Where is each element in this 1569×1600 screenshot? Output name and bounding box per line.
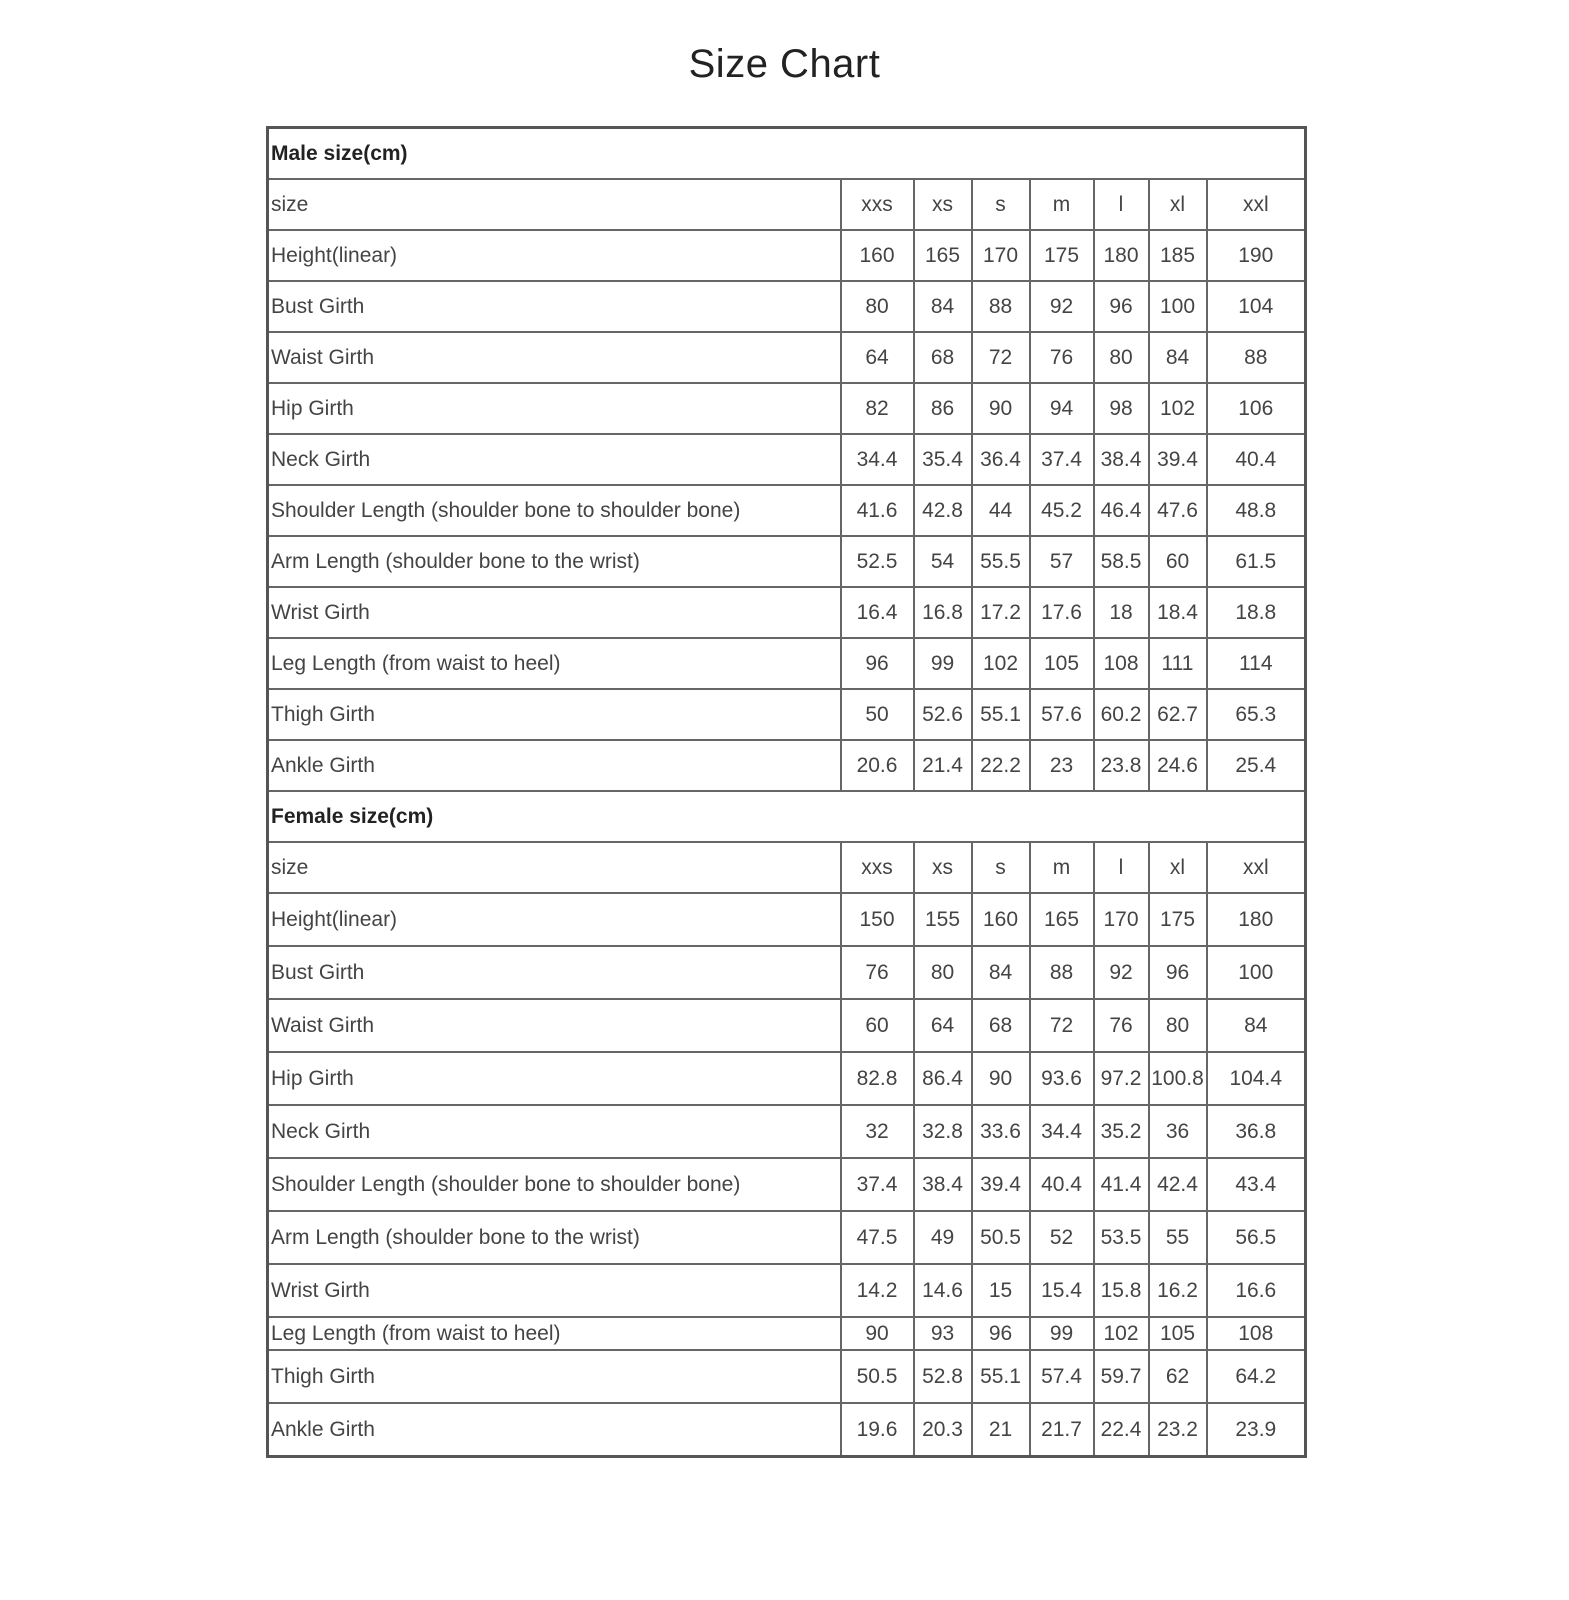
- female-measurement-value: 47.5: [841, 1211, 914, 1264]
- female-measurement-label: Ankle Girth: [268, 1403, 841, 1457]
- male-measurement-value: 57.6: [1030, 689, 1094, 740]
- female-section-heading-row: [268, 791, 1306, 842]
- male-measurement-value: 98: [1094, 383, 1149, 434]
- female-measurement-value: 97.2: [1094, 1052, 1149, 1105]
- female-measurement-value: 15: [972, 1264, 1030, 1317]
- female-measurement-value: 16.6: [1207, 1264, 1306, 1317]
- male-size-header-cell: s: [972, 179, 1030, 230]
- male-measurement-value: 72: [972, 332, 1030, 383]
- female-measurement-value: 76: [841, 946, 914, 999]
- female-measurement-label: Neck Girth: [268, 1105, 841, 1158]
- female-measurement-value: 62: [1149, 1350, 1207, 1403]
- female-measurement-row: [268, 1350, 1306, 1403]
- female-measurement-value: 90: [972, 1052, 1030, 1105]
- male-measurement-value: 92: [1030, 281, 1094, 332]
- male-measurement-label: Bust Girth: [268, 281, 841, 332]
- female-measurement-label: Shoulder Length (shoulder bone to shoulder bone): [268, 1158, 841, 1211]
- female-measurement-value: 93.6: [1030, 1052, 1094, 1105]
- male-measurement-value: 40.4: [1207, 434, 1306, 485]
- female-measurement-value: 155: [914, 893, 972, 946]
- male-measurement-value: 18.8: [1207, 587, 1306, 638]
- male-measurement-label: Neck Girth: [268, 434, 841, 485]
- male-measurement-value: 57: [1030, 536, 1094, 587]
- female-size-label: size: [268, 842, 841, 893]
- female-measurement-value: 88: [1030, 946, 1094, 999]
- male-measurement-value: 84: [914, 281, 972, 332]
- female-measurement-value: 36: [1149, 1105, 1207, 1158]
- female-size-header-cell: m: [1030, 842, 1094, 893]
- male-measurement-value: 36.4: [972, 434, 1030, 485]
- page-title: Size Chart: [688, 42, 881, 86]
- male-measurement-value: 60: [1149, 536, 1207, 587]
- female-measurement-value: 37.4: [841, 1158, 914, 1211]
- male-measurement-label: Wrist Girth: [268, 587, 841, 638]
- female-measurement-value: 52.8: [914, 1350, 972, 1403]
- male-measurement-row: [268, 689, 1306, 740]
- male-measurement-label: Waist Girth: [268, 332, 841, 383]
- female-measurement-value: 14.6: [914, 1264, 972, 1317]
- female-section-heading: Female size(cm): [268, 791, 1306, 842]
- female-measurement-value: 32: [841, 1105, 914, 1158]
- male-size-header-cell: xxl: [1207, 179, 1306, 230]
- female-measurement-value: 100.8: [1149, 1052, 1207, 1105]
- male-measurement-value: 58.5: [1094, 536, 1149, 587]
- male-measurement-label: Thigh Girth: [268, 689, 841, 740]
- female-measurement-value: 33.6: [972, 1105, 1030, 1158]
- female-measurement-value: 160: [972, 893, 1030, 946]
- female-measurement-value: 41.4: [1094, 1158, 1149, 1211]
- male-measurement-value: 42.8: [914, 485, 972, 536]
- female-measurement-label: Wrist Girth: [268, 1264, 841, 1317]
- male-measurement-value: 25.4: [1207, 740, 1306, 791]
- male-measurement-value: 90: [972, 383, 1030, 434]
- male-measurement-value: 96: [841, 638, 914, 689]
- female-measurement-label: Bust Girth: [268, 946, 841, 999]
- female-measurement-value: 84: [1207, 999, 1306, 1052]
- male-measurement-value: 165: [914, 230, 972, 281]
- female-measurement-row: [268, 999, 1306, 1052]
- male-size-header-cell: l: [1094, 179, 1149, 230]
- male-measurement-value: 114: [1207, 638, 1306, 689]
- female-measurement-value: 60: [841, 999, 914, 1052]
- female-measurement-value: 80: [914, 946, 972, 999]
- female-measurement-row: [268, 1211, 1306, 1264]
- male-measurement-value: 88: [972, 281, 1030, 332]
- male-measurement-value: 160: [841, 230, 914, 281]
- female-measurement-value: 23.9: [1207, 1403, 1306, 1457]
- male-size-header-cell: xxs: [841, 179, 914, 230]
- female-measurement-row: [268, 1158, 1306, 1211]
- male-measurement-label: Shoulder Length (shoulder bone to shoulder bone): [268, 485, 841, 536]
- male-measurement-row: [268, 536, 1306, 587]
- female-measurement-value: 40.4: [1030, 1158, 1094, 1211]
- female-measurement-value: 102: [1094, 1317, 1149, 1350]
- male-measurement-value: 50: [841, 689, 914, 740]
- female-size-header-cell: s: [972, 842, 1030, 893]
- male-measurement-label: Arm Length (shoulder bone to the wrist): [268, 536, 841, 587]
- male-measurement-value: 99: [914, 638, 972, 689]
- male-measurement-value: 46.4: [1094, 485, 1149, 536]
- female-measurement-label: Waist Girth: [268, 999, 841, 1052]
- female-measurement-label: Hip Girth: [268, 1052, 841, 1105]
- female-size-header-cell: xxl: [1207, 842, 1306, 893]
- male-measurement-value: 39.4: [1149, 434, 1207, 485]
- female-measurement-value: 32.8: [914, 1105, 972, 1158]
- female-measurement-value: 96: [972, 1317, 1030, 1350]
- female-measurement-label: Leg Length (from waist to heel): [268, 1317, 841, 1350]
- male-measurement-label: Height(linear): [268, 230, 841, 281]
- female-measurement-value: 96: [1149, 946, 1207, 999]
- male-measurement-value: 16.8: [914, 587, 972, 638]
- female-size-header-cell: xl: [1149, 842, 1207, 893]
- male-measurement-value: 20.6: [841, 740, 914, 791]
- female-measurement-row: [268, 1403, 1306, 1457]
- male-measurement-value: 62.7: [1149, 689, 1207, 740]
- male-measurement-value: 102: [1149, 383, 1207, 434]
- female-measurement-row: [268, 893, 1306, 946]
- female-measurement-value: 72: [1030, 999, 1094, 1052]
- male-measurement-value: 41.6: [841, 485, 914, 536]
- male-measurement-value: 44: [972, 485, 1030, 536]
- female-measurement-value: 55: [1149, 1211, 1207, 1264]
- male-measurement-value: 52.6: [914, 689, 972, 740]
- female-measurement-value: 16.2: [1149, 1264, 1207, 1317]
- male-measurement-row: [268, 332, 1306, 383]
- female-measurement-value: 21.7: [1030, 1403, 1094, 1457]
- male-measurement-value: 96: [1094, 281, 1149, 332]
- male-measurement-value: 64: [841, 332, 914, 383]
- male-measurement-value: 175: [1030, 230, 1094, 281]
- size-chart-table: [266, 126, 1307, 1458]
- female-measurement-value: 150: [841, 893, 914, 946]
- female-measurement-value: 99: [1030, 1317, 1094, 1350]
- female-measurement-value: 52: [1030, 1211, 1094, 1264]
- female-measurement-value: 50.5: [972, 1211, 1030, 1264]
- female-measurement-row: [268, 1105, 1306, 1158]
- male-section-heading: Male size(cm): [268, 128, 1306, 180]
- female-measurement-value: 105: [1149, 1317, 1207, 1350]
- female-size-header-cell: xs: [914, 842, 972, 893]
- male-measurement-label: Leg Length (from waist to heel): [268, 638, 841, 689]
- female-measurement-value: 64.2: [1207, 1350, 1306, 1403]
- female-size-header-cell: l: [1094, 842, 1149, 893]
- male-measurement-value: 54: [914, 536, 972, 587]
- male-measurement-value: 65.3: [1207, 689, 1306, 740]
- male-measurement-value: 68: [914, 332, 972, 383]
- female-measurement-value: 108: [1207, 1317, 1306, 1350]
- female-measurement-value: 57.4: [1030, 1350, 1094, 1403]
- male-measurement-value: 60.2: [1094, 689, 1149, 740]
- male-measurement-value: 106: [1207, 383, 1306, 434]
- male-measurement-value: 105: [1030, 638, 1094, 689]
- female-measurement-value: 170: [1094, 893, 1149, 946]
- female-measurement-value: 49: [914, 1211, 972, 1264]
- female-measurement-value: 59.7: [1094, 1350, 1149, 1403]
- male-measurement-value: 47.6: [1149, 485, 1207, 536]
- male-size-header-row: [268, 179, 1306, 230]
- female-measurement-row: [268, 1052, 1306, 1105]
- male-measurement-value: 37.4: [1030, 434, 1094, 485]
- male-size-header-cell: m: [1030, 179, 1094, 230]
- male-measurement-value: 100: [1149, 281, 1207, 332]
- male-measurement-value: 34.4: [841, 434, 914, 485]
- female-measurement-value: 93: [914, 1317, 972, 1350]
- male-measurement-value: 80: [841, 281, 914, 332]
- female-measurement-value: 50.5: [841, 1350, 914, 1403]
- female-measurement-value: 14.2: [841, 1264, 914, 1317]
- female-size-header-cell: xxs: [841, 842, 914, 893]
- female-measurement-value: 15.4: [1030, 1264, 1094, 1317]
- male-measurement-row: [268, 281, 1306, 332]
- male-measurement-row: [268, 434, 1306, 485]
- male-measurement-value: 111: [1149, 638, 1207, 689]
- female-measurement-value: 23.2: [1149, 1403, 1207, 1457]
- female-measurement-value: 22.4: [1094, 1403, 1149, 1457]
- female-measurement-row: [268, 1264, 1306, 1317]
- male-section-heading-row: [268, 128, 1306, 180]
- female-measurement-value: 38.4: [914, 1158, 972, 1211]
- male-measurement-value: 18.4: [1149, 587, 1207, 638]
- female-measurement-label: Thigh Girth: [268, 1350, 841, 1403]
- female-measurement-value: 84: [972, 946, 1030, 999]
- female-measurement-value: 20.3: [914, 1403, 972, 1457]
- male-measurement-value: 35.4: [914, 434, 972, 485]
- female-measurement-value: 21: [972, 1403, 1030, 1457]
- male-measurement-value: 23.8: [1094, 740, 1149, 791]
- male-measurement-value: 48.8: [1207, 485, 1306, 536]
- female-measurement-row: [268, 1317, 1306, 1350]
- female-measurement-value: 39.4: [972, 1158, 1030, 1211]
- male-measurement-value: 45.2: [1030, 485, 1094, 536]
- female-measurement-value: 68: [972, 999, 1030, 1052]
- female-measurement-value: 19.6: [841, 1403, 914, 1457]
- male-measurement-value: 17.6: [1030, 587, 1094, 638]
- male-measurement-value: 24.6: [1149, 740, 1207, 791]
- male-size-header-cell: xl: [1149, 179, 1207, 230]
- male-measurement-value: 170: [972, 230, 1030, 281]
- female-measurement-label: Arm Length (shoulder bone to the wrist): [268, 1211, 841, 1264]
- male-measurement-value: 108: [1094, 638, 1149, 689]
- female-measurement-value: 36.8: [1207, 1105, 1306, 1158]
- female-measurement-value: 82.8: [841, 1052, 914, 1105]
- male-measurement-value: 102: [972, 638, 1030, 689]
- female-measurement-value: 53.5: [1094, 1211, 1149, 1264]
- female-measurement-value: 15.8: [1094, 1264, 1149, 1317]
- female-measurement-value: 43.4: [1207, 1158, 1306, 1211]
- female-measurement-value: 55.1: [972, 1350, 1030, 1403]
- male-measurement-value: 86: [914, 383, 972, 434]
- male-measurement-value: 84: [1149, 332, 1207, 383]
- male-measurement-row: [268, 485, 1306, 536]
- male-measurement-value: 82: [841, 383, 914, 434]
- female-measurement-label: Height(linear): [268, 893, 841, 946]
- female-measurement-value: 34.4: [1030, 1105, 1094, 1158]
- male-measurement-value: 80: [1094, 332, 1149, 383]
- male-measurement-value: 52.5: [841, 536, 914, 587]
- male-measurement-value: 190: [1207, 230, 1306, 281]
- male-measurement-row: [268, 740, 1306, 791]
- male-measurement-value: 94: [1030, 383, 1094, 434]
- female-measurement-value: 56.5: [1207, 1211, 1306, 1264]
- female-measurement-value: 80: [1149, 999, 1207, 1052]
- male-measurement-row: [268, 638, 1306, 689]
- male-measurement-value: 185: [1149, 230, 1207, 281]
- female-measurement-value: 86.4: [914, 1052, 972, 1105]
- female-measurement-value: 165: [1030, 893, 1094, 946]
- female-measurement-value: 42.4: [1149, 1158, 1207, 1211]
- female-measurement-value: 92: [1094, 946, 1149, 999]
- female-measurement-value: 100: [1207, 946, 1306, 999]
- male-measurement-label: Ankle Girth: [268, 740, 841, 791]
- male-measurement-value: 38.4: [1094, 434, 1149, 485]
- female-measurement-value: 180: [1207, 893, 1306, 946]
- male-measurement-value: 180: [1094, 230, 1149, 281]
- male-measurement-value: 16.4: [841, 587, 914, 638]
- male-measurement-row: [268, 383, 1306, 434]
- male-measurement-value: 76: [1030, 332, 1094, 383]
- male-measurement-value: 55.1: [972, 689, 1030, 740]
- male-measurement-label: Hip Girth: [268, 383, 841, 434]
- male-measurement-row: [268, 230, 1306, 281]
- male-size-label: size: [268, 179, 841, 230]
- female-measurement-value: 175: [1149, 893, 1207, 946]
- male-measurement-value: 23: [1030, 740, 1094, 791]
- female-measurement-value: 90: [841, 1317, 914, 1350]
- male-measurement-row: [268, 587, 1306, 638]
- male-measurement-value: 21.4: [914, 740, 972, 791]
- male-measurement-value: 104: [1207, 281, 1306, 332]
- male-measurement-value: 22.2: [972, 740, 1030, 791]
- male-measurement-value: 55.5: [972, 536, 1030, 587]
- female-measurement-value: 64: [914, 999, 972, 1052]
- female-measurement-value: 35.2: [1094, 1105, 1149, 1158]
- female-measurement-value: 76: [1094, 999, 1149, 1052]
- male-measurement-value: 88: [1207, 332, 1306, 383]
- female-measurement-row: [268, 946, 1306, 999]
- male-measurement-value: 17.2: [972, 587, 1030, 638]
- male-measurement-value: 18: [1094, 587, 1149, 638]
- male-size-header-cell: xs: [914, 179, 972, 230]
- male-measurement-value: 61.5: [1207, 536, 1306, 587]
- female-measurement-value: 104.4: [1207, 1052, 1306, 1105]
- female-size-header-row: [268, 842, 1306, 893]
